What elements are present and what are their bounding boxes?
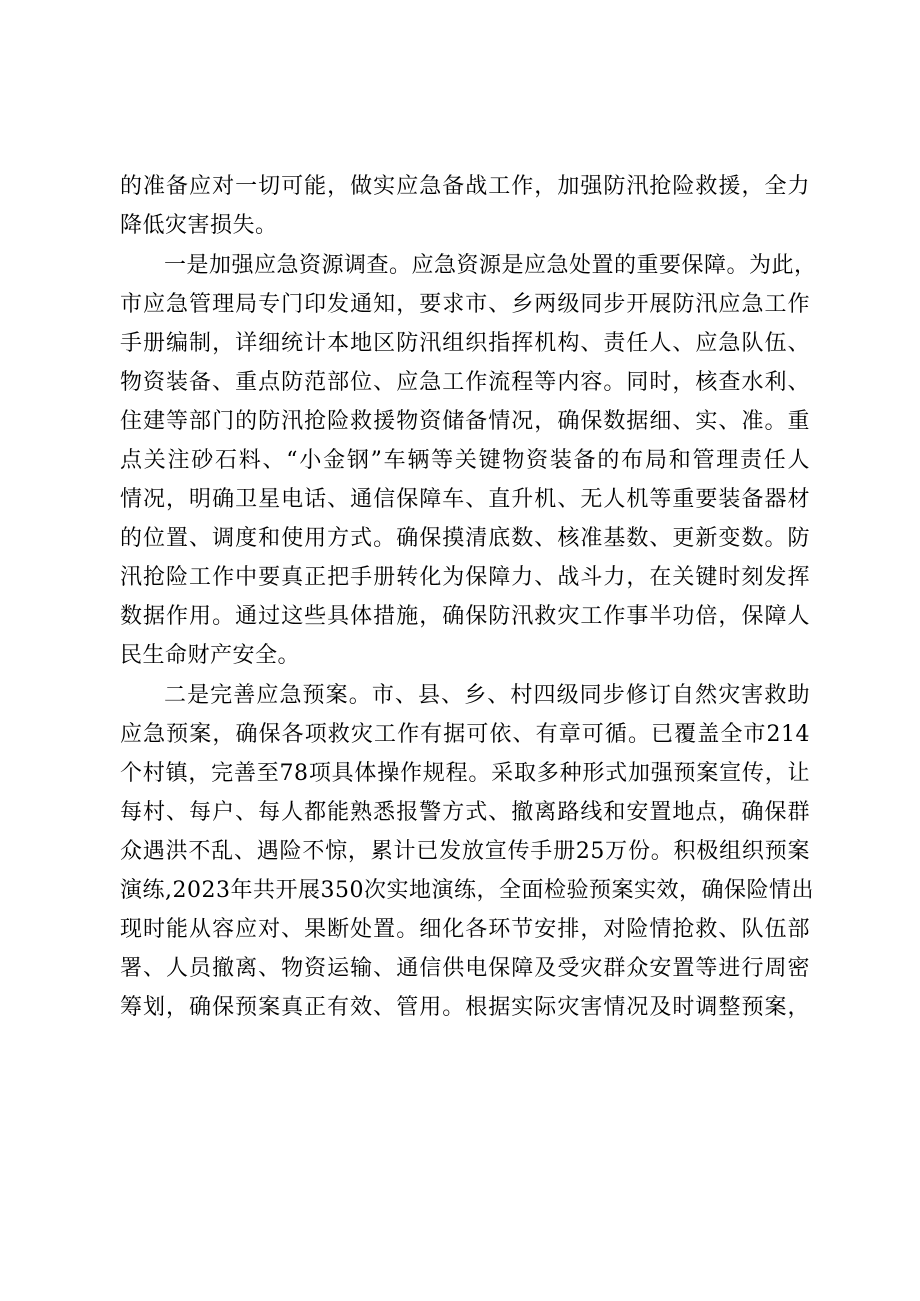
text-line: 住建等部门的防汛抢险救援物资储备情况，确保数据细、实、准。重 xyxy=(120,409,810,434)
text-line: 二是完善应急预案。市、县、乡、村四级同步修订自然灾害救助 xyxy=(164,683,810,708)
text-line: 现时能从容应对、果断处置。细化各环节安排，对险情抢救、队伍部 xyxy=(120,917,810,942)
text-line: 每村、每户、每人都能熟悉报警方式、撤离路线和安置地点，确保群 xyxy=(120,800,810,825)
text-line: 的准备应对一切可能，做实应急备战工作，加强防汛抢险救援，全力 xyxy=(120,174,810,199)
text-line: 手册编制，详细统计本地区防汛组织指挥机构、责任人、应急队伍、 xyxy=(120,331,810,356)
document-body xyxy=(120,167,817,1028)
text-line: 个村镇，完善至78项具体操作规程。采取多种形式加强预案宣传，让 xyxy=(120,761,810,786)
text-line: 众遇洪不乱、遇险不惊，累计已发放宣传手册25万份。积极组织预案 xyxy=(120,839,810,864)
text-line: 市应急管理局专门印发通知，要求市、乡两级同步开展防汛应急工作 xyxy=(120,292,810,317)
text-line: 降低灾害损失。 xyxy=(120,213,278,238)
text-line: 民生命财产安全。 xyxy=(120,643,301,668)
text-line: 汛抢险工作中要真正把手册转化为保障力、战斗力，在关键时刻发挥 xyxy=(120,565,810,590)
paragraph-continuation xyxy=(120,167,810,245)
text-line: 署、人员撤离、物资运输、通信供电保障及受灾群众安置等进行周密 xyxy=(120,956,810,981)
text-line: 点关注砂石料、“小金钢”车辆等关键物资装备的布局和管理责任人 xyxy=(120,448,810,473)
paragraph-emergency-plan xyxy=(120,676,814,1027)
text-line: 一是加强应急资源调查。应急资源是应急处置的重要保障。为此， xyxy=(164,253,817,278)
text-line: 的位置、调度和使用方式。确保摸清底数、核准基数、更新变数。防 xyxy=(120,526,810,551)
text-line: 物资装备、重点防范部位、应急工作流程等内容。同时，核查水利、 xyxy=(120,370,810,395)
text-line: 情况，明确卫星电话、通信保障车、直升机、无人机等重要装备器材 xyxy=(120,487,810,512)
paragraph-resource-survey xyxy=(120,246,817,675)
text-line: 筹划，确保预案真正有效、管用。根据实际灾害情况及时调整预案， xyxy=(120,995,810,1020)
text-line: 应急预案，确保各项救灾工作有据可依、有章可循。已覆盖全市214 xyxy=(120,722,810,747)
text-line: 数据作用。通过这些具体措施，确保防汛救灾工作事半功倍，保障人 xyxy=(120,604,810,629)
text-line: 演练,2023年共开展350次实地演练，全面检验预案实效，确保险情出 xyxy=(120,878,814,903)
